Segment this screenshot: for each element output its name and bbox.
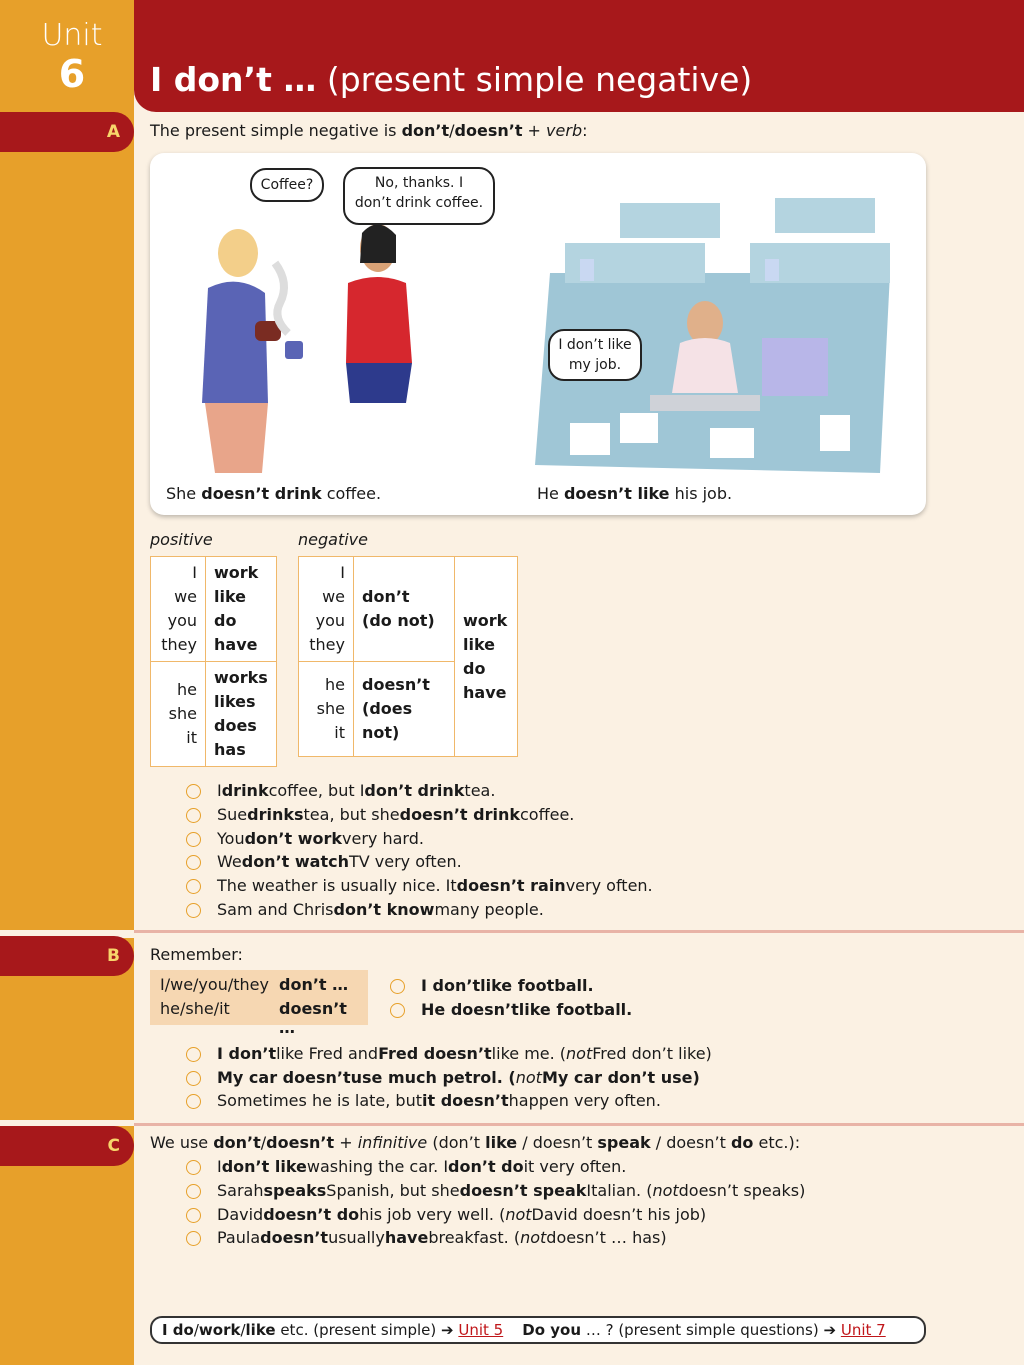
- link-unit-7[interactable]: Unit 7: [840, 1321, 886, 1339]
- bullet-circle-icon: [186, 855, 201, 870]
- woman-head: [218, 229, 258, 277]
- speech-bubble-job: I don’t like my job.: [548, 329, 642, 381]
- speech-bubble-no-thanks: No, thanks. I don’t drink coffee.: [343, 167, 495, 225]
- steam: [275, 263, 288, 333]
- page-header: [134, 0, 1024, 112]
- paper: [820, 415, 850, 451]
- unit-label: Unit: [41, 18, 103, 53]
- bullet-circle-icon: [390, 1003, 405, 1018]
- section-a-intro: The present simple negative is don’t/doesn’t + verb:: [150, 121, 588, 140]
- example-item: I drink coffee, but I don’t drink tea.: [186, 780, 495, 802]
- section-c-intro: We use don’t/doesn’t + infinitive (don’t like / doesn’t speak / doesn’t do etc.):: [150, 1133, 801, 1152]
- title-sub: (present simple negative): [326, 60, 753, 99]
- aux-cell: don’t (do not): [354, 557, 455, 662]
- section-tab-b: B: [0, 936, 134, 976]
- bullet-circle-icon: [186, 832, 201, 847]
- example-item: Sam and Chris don’t know many people.: [186, 899, 544, 921]
- woman2-skirt: [346, 363, 412, 403]
- illustration-drawing: [150, 153, 926, 515]
- desk: [775, 198, 875, 233]
- bullet-circle-icon: [186, 1231, 201, 1246]
- remember-label: Remember:: [150, 945, 243, 964]
- caption-job: He doesn’t like his job.: [537, 484, 733, 503]
- neg-verb-cell: work like do have: [455, 557, 518, 757]
- example-item: You don’t work very hard.: [186, 828, 424, 850]
- desk: [620, 203, 720, 238]
- aux-cell: doesn’t (does not): [354, 662, 455, 757]
- paper: [710, 428, 754, 458]
- illustration-panel: [150, 153, 926, 515]
- title-main: I don’t …: [150, 60, 317, 99]
- example-item: We don’t watch TV very often.: [186, 851, 462, 873]
- negative-label: negative: [298, 530, 368, 549]
- example-item: David doesn’t do his job very well. ( not David doesn’t his job): [186, 1204, 706, 1226]
- monitor: [765, 259, 779, 281]
- section-divider: [134, 930, 1024, 933]
- paper: [620, 413, 658, 443]
- bullet-circle-icon: [186, 1047, 201, 1062]
- arrow-right-icon: ➔: [823, 1321, 837, 1339]
- example-item: I don’t like washing the car. I don’t do it very often.: [186, 1156, 626, 1178]
- bullet-circle-icon: [186, 879, 201, 894]
- example-item: My car doesn’t use much petrol. ( not My car don’t use): [186, 1067, 700, 1089]
- bullet-circle-icon: [186, 1071, 201, 1086]
- example-item: He doesn’t like football.: [390, 999, 632, 1021]
- coffee-cup: [285, 341, 303, 359]
- positive-table: [150, 556, 277, 767]
- woman-skirt: [205, 403, 268, 473]
- example-item: Sarah speaks Spanish, but she doesn’t speak Italian. ( not doesn’t speaks): [186, 1180, 805, 1202]
- bullet-circle-icon: [186, 903, 201, 918]
- computer-monitor: [762, 338, 828, 396]
- page-title: [150, 60, 752, 99]
- bullet-circle-icon: [186, 784, 201, 799]
- monitor: [580, 259, 594, 281]
- example-item: I don’t like football.: [390, 975, 594, 997]
- remember-aux: doesn’t …: [279, 999, 347, 1037]
- positive-label: positive: [150, 530, 213, 549]
- pronoun-cell: he she it: [151, 662, 206, 767]
- link-unit-5[interactable]: Unit 5: [458, 1321, 504, 1339]
- unit-badge: [0, 0, 134, 112]
- man-shirt: [672, 338, 738, 393]
- speech-bubble-coffee: Coffee?: [250, 168, 324, 202]
- remember-subject: I/we/you/they: [160, 975, 269, 994]
- verb-cell: works likes does has: [206, 662, 277, 767]
- unit-number: 6: [58, 52, 86, 96]
- paper: [570, 423, 610, 455]
- pronoun-cell: I we you they: [299, 557, 354, 662]
- pronoun-cell: he she it: [299, 662, 354, 757]
- bullet-circle-icon: [186, 1208, 201, 1223]
- remember-subject: he/she/it: [160, 999, 230, 1018]
- example-item: The weather is usually nice. It doesn’t rain very often.: [186, 875, 653, 897]
- negative-table: [298, 556, 518, 757]
- bullet-circle-icon: [186, 808, 201, 823]
- example-item: Sue drinks tea, but she doesn’t drink coffee.: [186, 804, 574, 826]
- caption-coffee: She doesn’t drink coffee.: [166, 484, 382, 503]
- woman2-top: [346, 277, 412, 363]
- woman2-hair: [360, 224, 396, 263]
- example-item: I don’t like Fred and Fred doesn’t like me. ( not Fred don’t like): [186, 1043, 712, 1065]
- woman-top: [202, 282, 268, 403]
- section-divider: [134, 1123, 1024, 1126]
- section-tab-a: A: [0, 112, 134, 152]
- example-item: Paula doesn’t usually have breakfast. ( not doesn’t … has): [186, 1227, 667, 1249]
- remember-aux: don’t …: [279, 975, 349, 994]
- example-item: Sometimes he is late, but it doesn’t happen very often.: [186, 1090, 661, 1112]
- bullet-circle-icon: [186, 1094, 201, 1109]
- verb-cell: work like do have: [206, 557, 277, 662]
- bullet-circle-icon: [186, 1184, 201, 1199]
- bullet-circle-icon: [186, 1160, 201, 1175]
- remember-box: [150, 970, 368, 1037]
- arrow-right-icon: ➔: [441, 1321, 454, 1339]
- section-tab-c: C: [0, 1126, 134, 1166]
- pronoun-cell: I we you they: [151, 557, 206, 662]
- cross-reference-bar: I do/work/like etc. (present simple) ➔ Unit 5 Do you … ? (present simple questions) ➔ Unit 7: [150, 1316, 926, 1344]
- keyboard: [650, 395, 760, 411]
- bullet-circle-icon: [390, 979, 405, 994]
